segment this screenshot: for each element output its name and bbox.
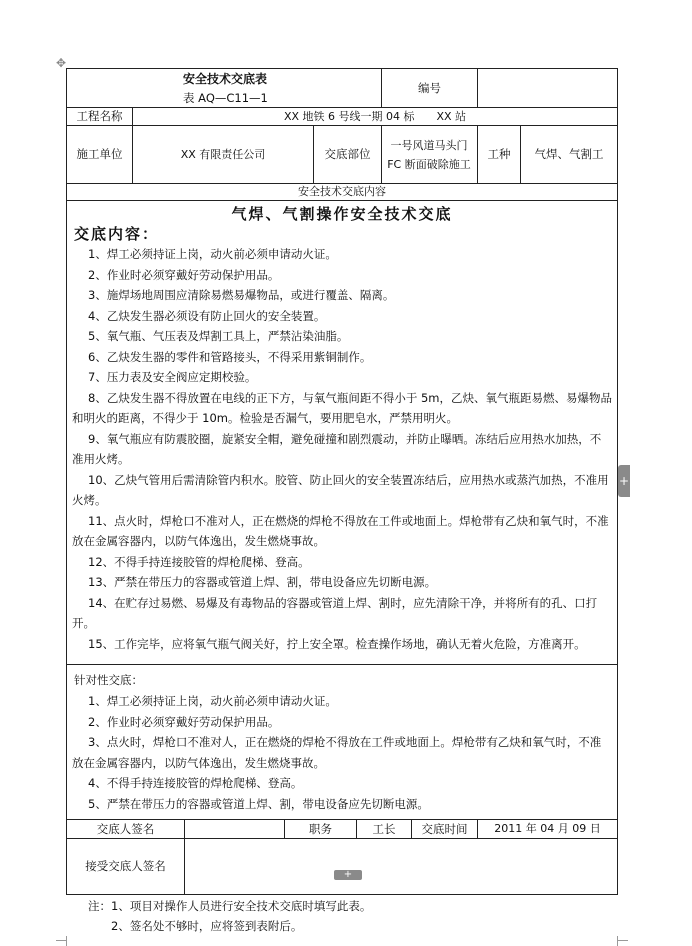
list-item: 7、压力表及安全阀应定期校验。 [88,370,257,384]
time-value: 2011 年 04 月 09 日 [494,822,601,836]
note-line: 2、签名处不够时，应将签到表附后。 [88,919,303,933]
rule [617,68,618,895]
list-item: 13、严禁在带压力的容器或管道上焊、割，带电设备应先切断电源。 [88,575,437,589]
unit-value: XX 有限责任公司 [180,147,266,161]
item-list [72,244,612,654]
document-title: 气焊、气割操作安全技术交底 [231,205,453,223]
list-item: 11、点火时，焊枪口不准对人，正在燃烧的焊枪不得放在工件或地面上。焊枪带有乙炔和氧气时，不准放在金属容器内，以防气体逸出，发生燃烧事故。 [72,513,609,548]
form-title: 安全技术交底表 [183,72,268,86]
list-item: 9、氧气瓶应有防震胶圈，旋紧安全帽，避免碰撞和剧烈震动，并防止曝晒。冻结后应用热水加热，不准用火烤。 [72,431,602,466]
list-item: 5、严禁在带压力的容器或管道上焊、割，带电设备应先切断电源。 [88,796,429,811]
position-label: 职务 [309,821,332,836]
list-item: 8、乙炔发生器不得放置在电线的正下方，与氧气瓶间距不得小于 5m，乙炔、氧气瓶距易燃、易爆物品和明火的距离，不得少于 10m。检验是否漏气，要用肥皂水，严禁用明火。 [72,390,612,425]
receiver-signature-field[interactable] [185,839,617,894]
content-header: 安全技术交底内容 [298,185,386,199]
list-item: 2、作业时必须穿戴好劳动保护用品。 [88,267,280,282]
list-item: 4、不得手持连接胶管的焊枪爬梯、登高。 [88,776,303,790]
side-plus-tab-icon[interactable]: + [618,465,630,497]
rule [66,200,618,201]
crop-mark [617,936,618,946]
move-handle-icon[interactable]: ✥ [55,56,67,70]
part-value: 一号风道马头门FC 断面破除施工 [387,138,471,171]
crop-mark [618,940,628,941]
form-number: 表 AQ—C11—1 [183,91,268,105]
list-item: 3、点火时，焊枪口不准对人，正在燃烧的焊枪不得放在工件或地面上。焊枪带有乙炔和氧气时，不准放在金属容器内，以防气体逸出，发生燃烧事故。 [72,735,602,770]
rule [66,894,618,895]
list-item: 5、氧气瓶、气压表及焊割工具上，严禁沾染油脂。 [88,329,349,343]
section-label: 交底内容： [74,225,160,243]
note-line: 注：1、项目对操作人员进行安全技术交底时填写此表。 [88,899,372,913]
part-label: 交底部位 [324,147,371,162]
list-item: 14、在贮存过易燃、易爆及有毒物品的容器或管道上焊、割时，应先清除干净，并将所有的孔、口打开。 [72,595,598,630]
handover-signature-field[interactable] [185,820,284,838]
list-item: 6、乙炔发生器的零件和管路接头，不得采用紫铜制作。 [88,349,372,364]
list-item: 15、工作完毕，应将氧气瓶气阀关好，拧上安全罩。检查操作场地，确认无着火危险，方准离开。 [88,636,586,651]
bottom-plus-tab-icon[interactable]: + [334,870,362,880]
trade-label: 工种 [487,147,511,162]
targeted-label: 针对性交底： [74,673,143,687]
number-value[interactable] [478,69,617,107]
list-item: 2、作业时必须穿戴好劳动保护用品。 [88,714,280,729]
list-item: 4、乙炔发生器必须设有防止回火的安全装置。 [88,308,326,323]
receiver-signature-label: 接受交底人签名 [85,859,166,874]
trade-value: 气焊、气割工 [534,147,604,162]
time-label: 交底时间 [421,821,468,836]
project-label: 工程名称 [76,109,123,124]
list-item: 10、乙炔气管用后需清除管内积水。胶管、防止回火的安全装置冻结后，应用热水或蒸汽加热，不准用火烤。 [72,472,609,507]
crop-mark [56,940,66,941]
unit-label: 施工单位 [76,147,123,162]
crop-mark [66,936,67,946]
project-value: XX 地铁 6 号线一期 04 标 XX 站 [283,109,467,123]
position-value: 工长 [372,821,396,836]
notes [88,896,371,936]
number-label: 编号 [418,80,441,95]
targeted-list [72,691,612,814]
list-item: 3、施焊场地周围应清除易燃易爆物品，或进行覆盖、隔离。 [88,288,395,302]
rule [66,664,618,665]
rule [381,125,382,184]
list-item: 12、不得手持连接胶管的焊枪爬梯、登高。 [88,554,310,569]
handover-signature-label: 交底人签名 [96,821,155,836]
list-item: 1、焊工必须持证上岗，动火前必须申请动火证。 [88,694,337,708]
list-item: 1、焊工必须持证上岗，动火前必须申请动火证。 [88,247,337,261]
